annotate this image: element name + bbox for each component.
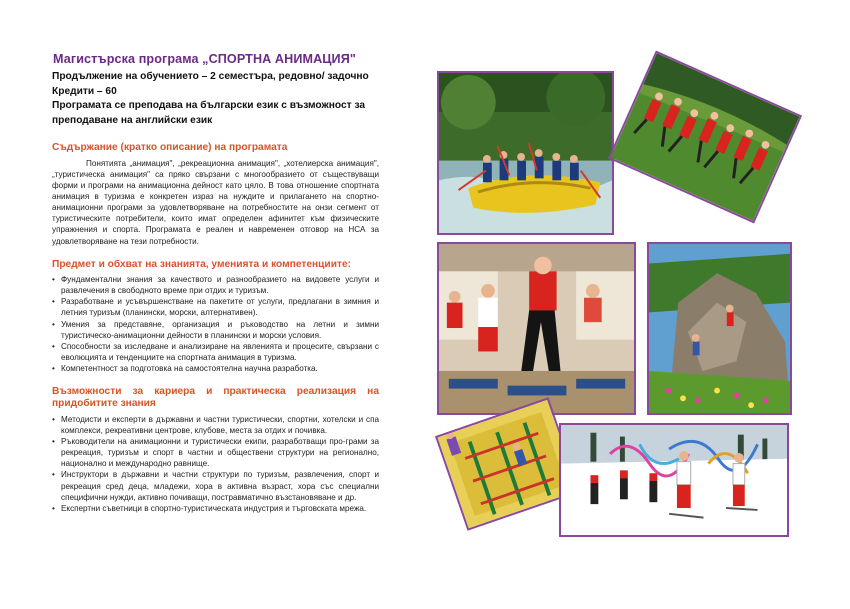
bullet-icon: •	[52, 319, 55, 329]
field-aerobics-photo	[608, 51, 802, 224]
text-column	[52, 52, 379, 514]
language-line-1: Програмата се преподава на български език с възможност за	[52, 100, 366, 112]
subject-list	[52, 274, 379, 374]
list-item: • Фундаментални знания за качеството и разнообразието на видовете услуги и развлечения в свободното време при отдих и туризъм.	[52, 275, 379, 296]
bullet-icon: •	[52, 297, 55, 307]
career-heading: Възможности за кариера и практическа реализация на придобитите знания	[52, 385, 379, 410]
bullet-icon: •	[52, 363, 55, 373]
content-heading: Съдържание (кратко описание) на програмата	[52, 142, 288, 154]
content-paragraph: Понятията „анимация", „рекреационна анимация", „хотелиерска анимация", „туристическа анимация" са пряко свързани с многообразието от съществуващи форми и програми на анимационна дейност като цяло. В това отношение спортната анимация в туризма е конкретен израз на нуждите и прилагането на спортно-анимационни програми за удовлетворяване на потребностите на онзи сегмент от туристическите потребители, които имат определен афинитет към физическите упражнения и спорта. Програмата е реален и навременен отговор на НСА за удовлетворяване на тези потребности.	[52, 158, 379, 246]
page-title: Магистърска програма „СПОРТНА АНИМАЦИЯ"	[53, 52, 356, 66]
bullet-icon: •	[52, 503, 55, 513]
bullet-icon: •	[52, 437, 55, 447]
list-item: • Способности за изследване и анализиране на явленията и процесите, свързани с еволюцията и тенденциите на спортната анимация в туризма.	[52, 341, 379, 362]
list-item: • Експертни съветници в спортно-туристическата индустрия и търговската мрежа.	[52, 503, 367, 513]
ski-ribbons-photo	[559, 423, 789, 537]
duration-line: Продължение на обучението – 2 семестъра, редовно/ задочно	[52, 71, 369, 82]
bullet-icon: •	[52, 470, 55, 480]
bullet-icon: •	[52, 341, 55, 351]
rafting-photo	[437, 71, 614, 235]
step-aerobics-photo	[437, 242, 636, 415]
bullet-icon: •	[52, 414, 55, 424]
list-item: • Методисти и експерти в държавни и частни туристически, спортни, хотелски и спа комплекси, рекреативни центрове, клубове, места за отдих и почивка.	[52, 414, 379, 436]
list-item: • Ръководители на анимационни и туристически екипи, разработващи про-грами за рекреация, туризъм и спорт в частни и обществени структури на регионално, национално и международно равнище.	[52, 437, 379, 469]
list-item: • Умения за представяне, организация и ръководство на летни и зимни туристическо-анимационни дейности в планински и морски условия.	[52, 319, 379, 340]
language-line-2: преподаване на английски език	[52, 114, 213, 126]
list-item: • Разработване и усъвършенстване на пакетите от услуги, предлагани в зимния и летния туризъм (планински, морски, алтернативен).	[52, 297, 379, 318]
bullet-icon: •	[52, 275, 55, 285]
list-item: • Инструктори в държавни и частни структури по туризъм, развлечения, спорт и рекреация сред деца, младежи, хора в активна възраст, хора със специални специфични нужди, активно почиващи, постравматично възстановяване и др.	[52, 470, 379, 502]
rock-climbing-photo	[647, 242, 792, 415]
subject-heading: Предмет и обхват на знанията, уменията и компетенциите:	[52, 258, 351, 270]
career-list	[52, 414, 379, 514]
credits-line: Кредити – 60	[52, 85, 117, 97]
program-meta	[52, 70, 379, 128]
list-item: • Компетентност за подготовка на самостоятелна научна разработка.	[52, 363, 318, 373]
